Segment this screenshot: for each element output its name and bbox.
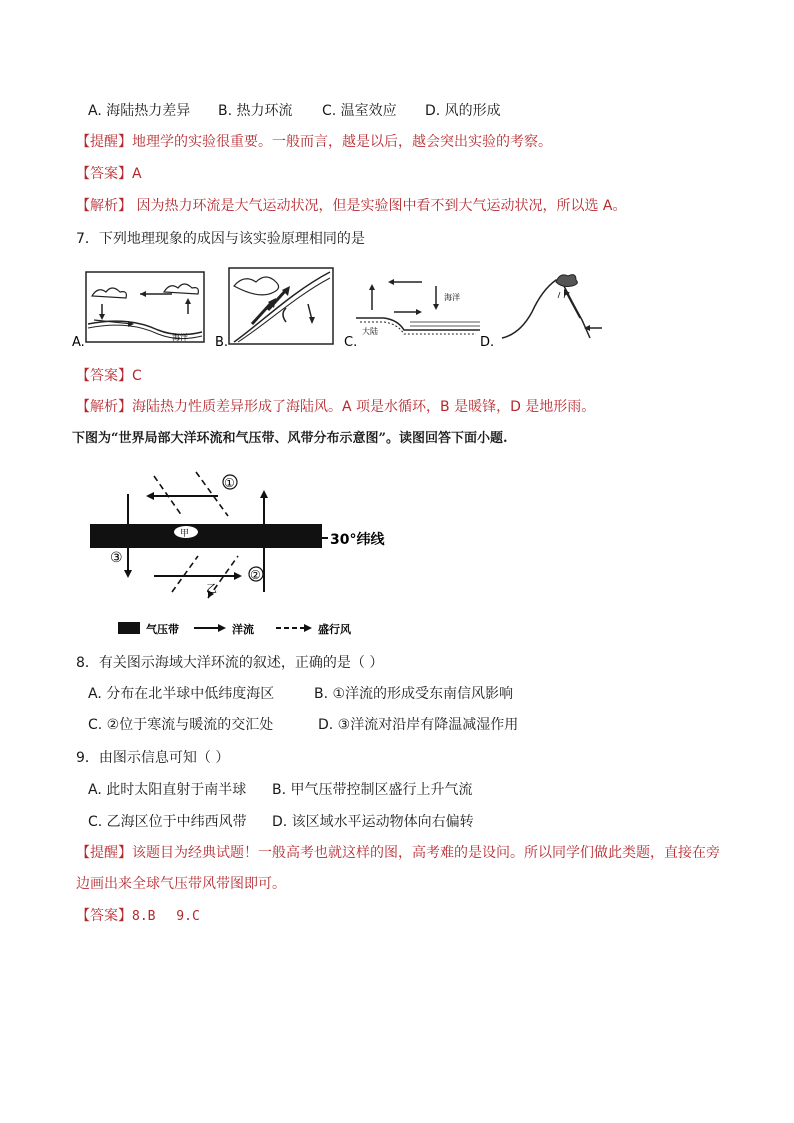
figB-curl-1 — [283, 308, 286, 322]
analysis-text: 海陆热力性质差异形成了海陆风。A 项是水循环，B 是暖锋，D 是地形雨。 — [132, 399, 596, 415]
figA-cloud-right — [164, 284, 198, 294]
answer-tag: 【答案】 — [76, 166, 132, 182]
q9-option-d: D. 该区域水平运动物体向右偏转 — [272, 814, 474, 830]
current-top-head — [146, 492, 154, 500]
hint-text-1: 该题目为经典试题！一般高考也就这样的图，高考难的是设问。所以同学们做此类题，直接在旁 — [132, 845, 720, 861]
q6-option-a: A. 海陆热力差异 — [88, 103, 191, 119]
figD-rain-1 — [558, 292, 560, 298]
figD-cloud — [556, 275, 577, 287]
q9-options-row2 — [88, 812, 474, 832]
q7-figure-svg — [72, 262, 612, 352]
answer-tag: 【答案】 — [76, 908, 132, 924]
figC-sea-label: 海洋 — [444, 293, 460, 302]
q8-option-d: D. ③洋流对沿岸有降温减湿作用 — [318, 717, 519, 733]
q9-question: 9．由图示信息可知（ ） — [76, 750, 230, 766]
figA-sea-label: 海洋 — [172, 333, 188, 342]
q8-options-row2 — [88, 715, 518, 735]
answer-tag: 【答案】 — [76, 368, 132, 384]
answer-text: 8.B 9.C — [132, 909, 200, 924]
figA-arrow-top-head — [140, 291, 146, 297]
figB-cloud — [234, 277, 279, 295]
q9-options-row1 — [88, 780, 473, 800]
figA-frame — [86, 272, 204, 342]
q6-options — [88, 101, 501, 121]
hint-tag: 【提醒】 — [76, 845, 132, 861]
q9-hint-line2: 边画出来全球气压带风带图即可。 — [76, 876, 286, 892]
wind-bottom-1 — [172, 556, 198, 592]
ocean-map — [90, 460, 410, 640]
analysis-tag: 【解析】 — [76, 198, 132, 214]
figC-label: C. — [344, 335, 358, 350]
q8-options-row1 — [88, 684, 513, 704]
q6-option-b: B. 热力环流 — [218, 103, 293, 119]
q8-option-c: C. ②位于寒流与暖流的交汇处 — [88, 717, 274, 733]
legend-belt: 气压带 — [146, 623, 179, 636]
figA-label: A. — [72, 335, 85, 350]
q7-analysis — [76, 397, 595, 417]
figB-label: B. — [215, 335, 229, 350]
current-right-head — [260, 490, 268, 498]
figD-label: D. — [480, 335, 495, 350]
ocean-map-svg — [90, 460, 410, 640]
figA-arrow-down-head — [99, 314, 105, 320]
mark-3: ③ — [110, 550, 123, 566]
lat-label: 30°纬线 — [330, 532, 385, 548]
q6-analysis — [76, 196, 626, 216]
q7-answer — [76, 366, 142, 386]
q9-answer — [76, 906, 200, 927]
current-left-head — [124, 570, 132, 578]
legend-wind: 盛行风 — [318, 623, 351, 636]
jia-label: 甲 — [180, 529, 190, 539]
map-intro: 下图为“世界局部大洋环流和气压带、风带分布示意图”。读图回答下面小题. — [72, 431, 508, 446]
q6-option-c: C. 温室效应 — [322, 103, 397, 119]
q9-option-c: C. 乙海区位于中纬西风带 — [88, 814, 247, 830]
q9-hint-line1 — [76, 843, 720, 863]
q8-question: 8．有关图示海域大洋环流的叙述，正确的是（ ） — [76, 655, 384, 671]
mark-2: ② — [250, 568, 261, 582]
answer-text: A — [132, 166, 142, 182]
q9-option-a: A. 此时太阳直射于南半球 — [88, 782, 247, 798]
q7-question: 7．下列地理现象的成因与该实验原理相同的是 — [76, 231, 365, 247]
analysis-text: 因为热力环流是大气运动状况，但是实验图中看不到大气运动状况，所以选 A。 — [132, 198, 627, 214]
answer-text: C — [132, 368, 142, 384]
analysis-tag: 【解析】 — [76, 399, 132, 415]
figC-land-label: 大陆 — [362, 327, 378, 336]
q7-figures — [72, 262, 612, 352]
legend-wind-head — [304, 624, 312, 632]
legend-belt-swatch — [118, 622, 140, 634]
q9-option-b: B. 甲气压带控制区盛行上升气流 — [272, 782, 473, 798]
legend-current: 洋流 — [232, 623, 254, 636]
q6-option-d: D. 风的形成 — [425, 103, 501, 119]
q6-hint — [76, 132, 552, 152]
figC-arrow-up-head — [369, 284, 375, 290]
pressure-belt — [90, 524, 322, 548]
q8-option-b: B. ①洋流的形成受东南信风影响 — [314, 686, 514, 702]
q6-answer — [76, 164, 142, 184]
legend-current-head — [218, 624, 226, 632]
figD-arrow-up — [566, 292, 580, 318]
figC-arrow-bottom-head — [416, 309, 422, 315]
figA-cloud-left — [92, 288, 126, 298]
figC-arrow-down-head — [433, 304, 439, 310]
hint-tag: 【提醒】 — [76, 134, 132, 150]
hint-text: 地理学的实验很重要。一般而言，越是以后，越会突出实验的考察。 — [132, 134, 552, 150]
yi-label: 乙 — [206, 582, 217, 595]
figA-arrow-up-head — [185, 298, 191, 304]
q8-option-a: A. 分布在北半球中低纬度海区 — [88, 686, 275, 702]
current-bottom-head — [234, 572, 242, 580]
figB-arrow-down-head — [309, 317, 315, 324]
figC-arrow-top-head — [388, 279, 394, 285]
mark-1: ① — [224, 476, 235, 490]
figD-mountain — [502, 280, 590, 338]
